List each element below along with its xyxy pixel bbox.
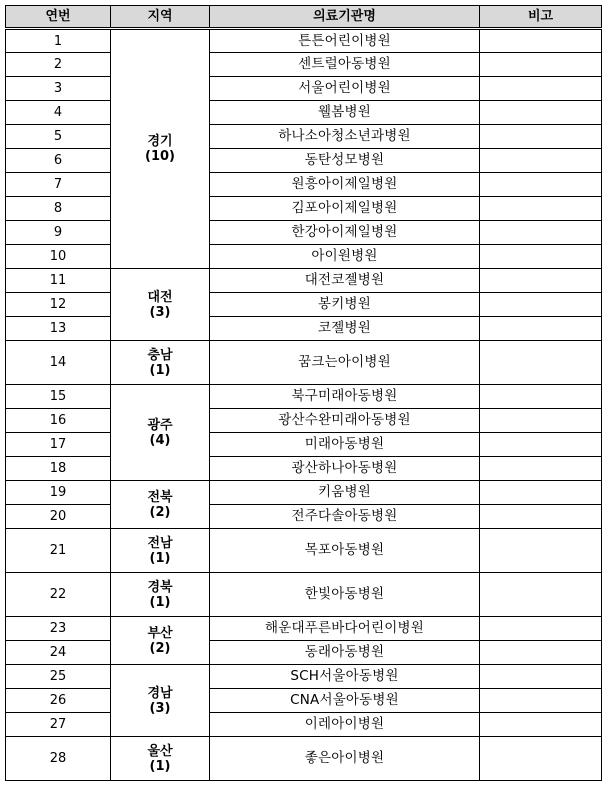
remarks-cell — [480, 573, 602, 617]
hospital-name: 동탄성모병원 — [210, 149, 480, 173]
remarks-cell — [480, 53, 602, 77]
region-name: 경남 — [147, 685, 173, 701]
table-row — [6, 269, 602, 293]
table-row — [6, 433, 602, 457]
hospital-name: 대전코젤병원 — [210, 269, 480, 293]
row-number: 20 — [6, 505, 111, 529]
remarks-cell — [480, 641, 602, 665]
table-body — [6, 29, 602, 781]
hospital-name: 서울어린이병원 — [210, 77, 480, 101]
table-row — [6, 529, 602, 573]
hospital-name: 좋은아이병원 — [210, 737, 480, 781]
region-name: 충남 — [147, 347, 173, 363]
table-row — [6, 457, 602, 481]
hospital-name: 전주다솔아동병원 — [210, 505, 480, 529]
remarks-cell — [480, 737, 602, 781]
hospital-name: 북구미래아동병원 — [210, 385, 480, 409]
table-row — [6, 385, 602, 409]
region-name: 대전 — [147, 289, 173, 305]
region-name: 부산 — [147, 625, 173, 641]
remarks-cell — [480, 221, 602, 245]
table-row — [6, 101, 602, 125]
table-row — [6, 317, 602, 341]
row-number: 11 — [6, 269, 111, 293]
remarks-cell — [480, 269, 602, 293]
region-count: (2) — [149, 504, 171, 520]
region-cell — [111, 665, 210, 737]
hospital-name: 해운대푸른바다어린이병원 — [210, 617, 480, 641]
region-count: (1) — [149, 550, 171, 566]
remarks-cell — [480, 481, 602, 505]
row-number: 14 — [6, 341, 111, 385]
table-row — [6, 245, 602, 269]
table-row — [6, 197, 602, 221]
region-count: (1) — [149, 594, 171, 610]
region-count: (3) — [149, 700, 171, 716]
hospital-name: SCH서울아동병원 — [210, 665, 480, 689]
table-row — [6, 481, 602, 505]
table-row — [6, 221, 602, 245]
region-cell — [111, 481, 210, 529]
region-name: 경북 — [147, 579, 173, 595]
remarks-cell — [480, 29, 602, 53]
header-remarks: 비고 — [480, 6, 602, 29]
hospital-name: 원흥아이제일병원 — [210, 173, 480, 197]
remarks-cell — [480, 457, 602, 481]
row-number: 3 — [6, 77, 111, 101]
row-number: 17 — [6, 433, 111, 457]
row-number: 26 — [6, 689, 111, 713]
table-row — [6, 53, 602, 77]
region-cell — [111, 737, 210, 781]
hospital-name: 하나소아청소년과병원 — [210, 125, 480, 149]
hospital-name: 광산하나아동병원 — [210, 457, 480, 481]
row-number: 4 — [6, 101, 111, 125]
hospital-name: 이레아이병원 — [210, 713, 480, 737]
region-cell — [111, 617, 210, 665]
row-number: 28 — [6, 737, 111, 781]
remarks-cell — [480, 101, 602, 125]
hospital-name: 미래아동병원 — [210, 433, 480, 457]
hospital-name: CNA서울아동병원 — [210, 689, 480, 713]
table-row — [6, 737, 602, 781]
header-row — [6, 6, 602, 29]
header-region: 지역 — [111, 6, 210, 29]
hospital-name: 아이원병원 — [210, 245, 480, 269]
region-count: (2) — [149, 640, 171, 656]
remarks-cell — [480, 385, 602, 409]
row-number: 16 — [6, 409, 111, 433]
region-cell — [111, 573, 210, 617]
row-number: 13 — [6, 317, 111, 341]
row-number: 19 — [6, 481, 111, 505]
hospital-name: 키움병원 — [210, 481, 480, 505]
hospital-name: 한강아이제일병원 — [210, 221, 480, 245]
remarks-cell — [480, 173, 602, 197]
region-name: 전북 — [147, 489, 173, 505]
table-row — [6, 665, 602, 689]
remarks-cell — [480, 125, 602, 149]
region-name: 울산 — [147, 743, 173, 759]
remarks-cell — [480, 433, 602, 457]
remarks-cell — [480, 149, 602, 173]
table-row — [6, 713, 602, 737]
region-count: (4) — [149, 432, 171, 448]
row-number: 27 — [6, 713, 111, 737]
remarks-cell — [480, 665, 602, 689]
row-number: 5 — [6, 125, 111, 149]
region-cell — [111, 385, 210, 481]
table-row — [6, 409, 602, 433]
hospital-name: 김포아이제일병원 — [210, 197, 480, 221]
remarks-cell — [480, 317, 602, 341]
remarks-cell — [480, 245, 602, 269]
hospital-name: 한빛아동병원 — [210, 573, 480, 617]
row-number: 10 — [6, 245, 111, 269]
table-row — [6, 341, 602, 385]
hospital-name: 광산수완미래아동병원 — [210, 409, 480, 433]
table-row — [6, 689, 602, 713]
header-no: 연번 — [6, 6, 111, 29]
table-row — [6, 573, 602, 617]
hospital-name: 꿈크는아이병원 — [210, 341, 480, 385]
remarks-cell — [480, 617, 602, 641]
hospital-table — [5, 5, 602, 781]
hospital-name: 동래아동병원 — [210, 641, 480, 665]
region-name: 광주 — [147, 417, 173, 433]
region-count: (1) — [149, 362, 171, 378]
row-number: 8 — [6, 197, 111, 221]
region-cell — [111, 529, 210, 573]
remarks-cell — [480, 293, 602, 317]
row-number: 24 — [6, 641, 111, 665]
remarks-cell — [480, 409, 602, 433]
row-number: 25 — [6, 665, 111, 689]
region-cell — [111, 29, 210, 269]
table-row — [6, 293, 602, 317]
remarks-cell — [480, 529, 602, 573]
table-row — [6, 173, 602, 197]
hospital-name: 목포아동병원 — [210, 529, 480, 573]
region-count: (3) — [149, 304, 171, 320]
hospital-name: 튼튼어린이병원 — [210, 29, 480, 53]
row-number: 22 — [6, 573, 111, 617]
hospital-name: 웰봄병원 — [210, 101, 480, 125]
row-number: 21 — [6, 529, 111, 573]
row-number: 15 — [6, 385, 111, 409]
table-row — [6, 149, 602, 173]
row-number: 2 — [6, 53, 111, 77]
table-row — [6, 505, 602, 529]
hospital-name: 센트럴아동병원 — [210, 53, 480, 77]
hospital-table-container — [5, 5, 602, 781]
hospital-name: 봉키병원 — [210, 293, 480, 317]
table-row — [6, 77, 602, 101]
remarks-cell — [480, 341, 602, 385]
row-number: 1 — [6, 29, 111, 53]
region-cell — [111, 341, 210, 385]
remarks-cell — [480, 713, 602, 737]
table-row — [6, 29, 602, 53]
remarks-cell — [480, 77, 602, 101]
region-count: (10) — [145, 149, 175, 164]
remarks-cell — [480, 197, 602, 221]
row-number: 9 — [6, 221, 111, 245]
region-name: 전남 — [147, 535, 173, 551]
row-number: 6 — [6, 149, 111, 173]
remarks-cell — [480, 505, 602, 529]
remarks-cell — [480, 689, 602, 713]
row-number: 18 — [6, 457, 111, 481]
region-name: 경기 — [147, 134, 173, 149]
table-row — [6, 641, 602, 665]
table-row — [6, 125, 602, 149]
table-row — [6, 617, 602, 641]
header-hospital: 의료기관명 — [210, 6, 480, 29]
row-number: 23 — [6, 617, 111, 641]
row-number: 12 — [6, 293, 111, 317]
region-cell — [111, 269, 210, 341]
row-number: 7 — [6, 173, 111, 197]
hospital-name: 코젤병원 — [210, 317, 480, 341]
region-count: (1) — [149, 758, 171, 774]
